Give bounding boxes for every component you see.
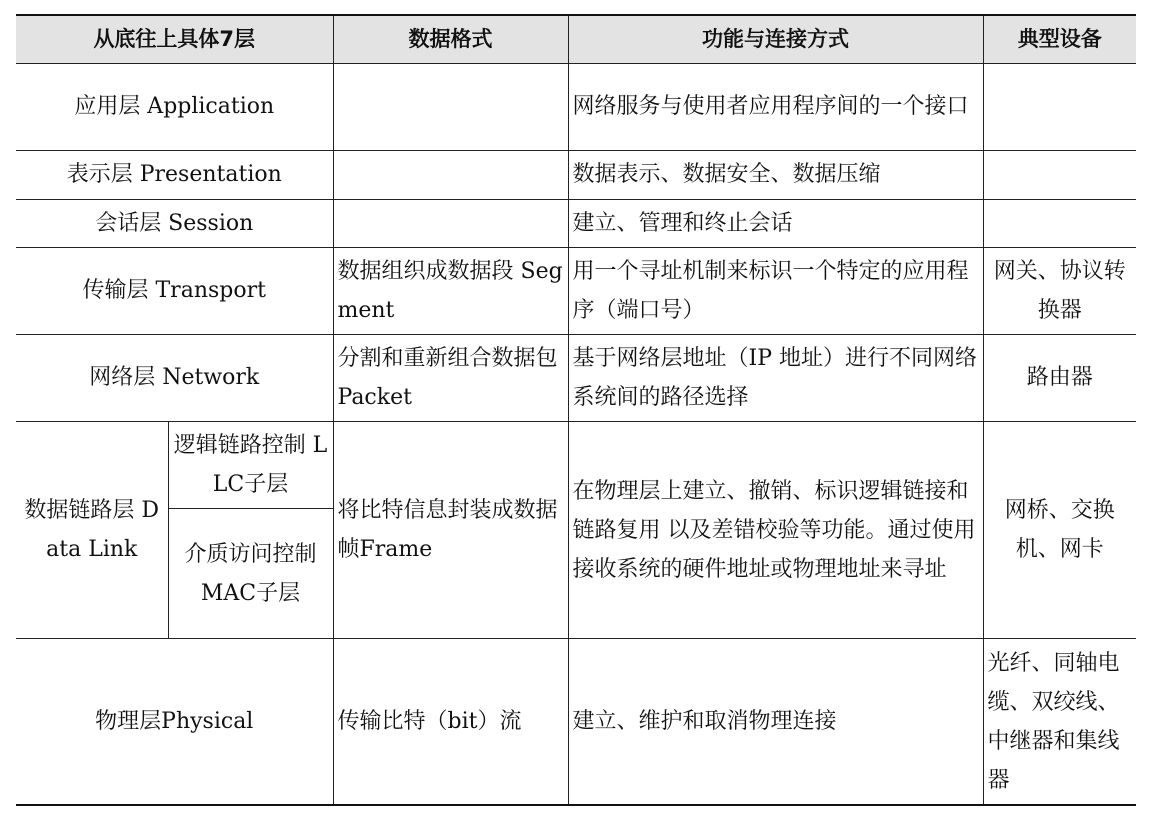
format-datalink: 将比特信息封装成数据帧Frame — [333, 421, 568, 638]
function-network: 基于网络层地址（IP 地址）进行不同网络系统间的路径选择 — [568, 334, 983, 421]
function-application: 网络服务与使用者应用程序间的一个接口 — [568, 63, 983, 150]
sublayer-llc: 逻辑链路控制 LLC子层 — [168, 421, 333, 508]
table-row-session — [16, 199, 1136, 247]
layer-datalink: 数据链路层 Data Link — [16, 421, 168, 638]
function-session: 建立、管理和终止会话 — [568, 199, 983, 247]
layer-physical: 物理层Physical — [16, 639, 333, 805]
header-row — [16, 15, 1136, 63]
format-transport: 数据组织成数据段 Segment — [333, 247, 568, 334]
table-row-network — [16, 334, 1136, 421]
format-session — [333, 199, 568, 247]
header-data-format: 数据格式 — [333, 15, 568, 63]
device-presentation — [983, 150, 1136, 199]
function-presentation: 数据表示、数据安全、数据压缩 — [568, 150, 983, 199]
table-row-application — [16, 63, 1136, 150]
header-layer: 从底往上具体7层 — [16, 15, 333, 63]
osi-layers-table — [16, 14, 1136, 806]
function-transport: 用一个寻址机制来标识一个特定的应用程序（端口号） — [568, 247, 983, 334]
device-transport: 网关、协议转换器 — [983, 247, 1136, 334]
device-session — [983, 199, 1136, 247]
layer-presentation: 表示层 Presentation — [16, 150, 333, 199]
format-network: 分割和重新组合数据包 Packet — [333, 334, 568, 421]
header-typical-device: 典型设备 — [983, 15, 1136, 63]
table-row-datalink-llc — [16, 421, 1136, 508]
table-row-physical — [16, 639, 1136, 805]
layer-transport: 传输层 Transport — [16, 247, 333, 334]
layer-application: 应用层 Application — [16, 63, 333, 150]
layer-session: 会话层 Session — [16, 199, 333, 247]
device-network: 路由器 — [983, 334, 1136, 421]
layer-network: 网络层 Network — [16, 334, 333, 421]
table-row-presentation — [16, 150, 1136, 199]
format-presentation — [333, 150, 568, 199]
device-application — [983, 63, 1136, 150]
format-application — [333, 63, 568, 150]
device-datalink: 网桥、交换机、网卡 — [983, 421, 1136, 638]
table-row-transport — [16, 247, 1136, 334]
function-physical: 建立、维护和取消物理连接 — [568, 639, 983, 805]
format-physical: 传输比特（bit）流 — [333, 639, 568, 805]
device-physical: 光纤、同轴电缆、双绞线、中继器和集线器 — [983, 639, 1136, 805]
function-datalink: 在物理层上建立、撤销、标识逻辑链接和链路复用 以及差错校验等功能。通过使用接收系统的硬件地址或物理地址来寻址 — [568, 421, 983, 638]
sublayer-mac: 介质访问控制 MAC子层 — [168, 509, 333, 639]
header-function: 功能与连接方式 — [568, 15, 983, 63]
